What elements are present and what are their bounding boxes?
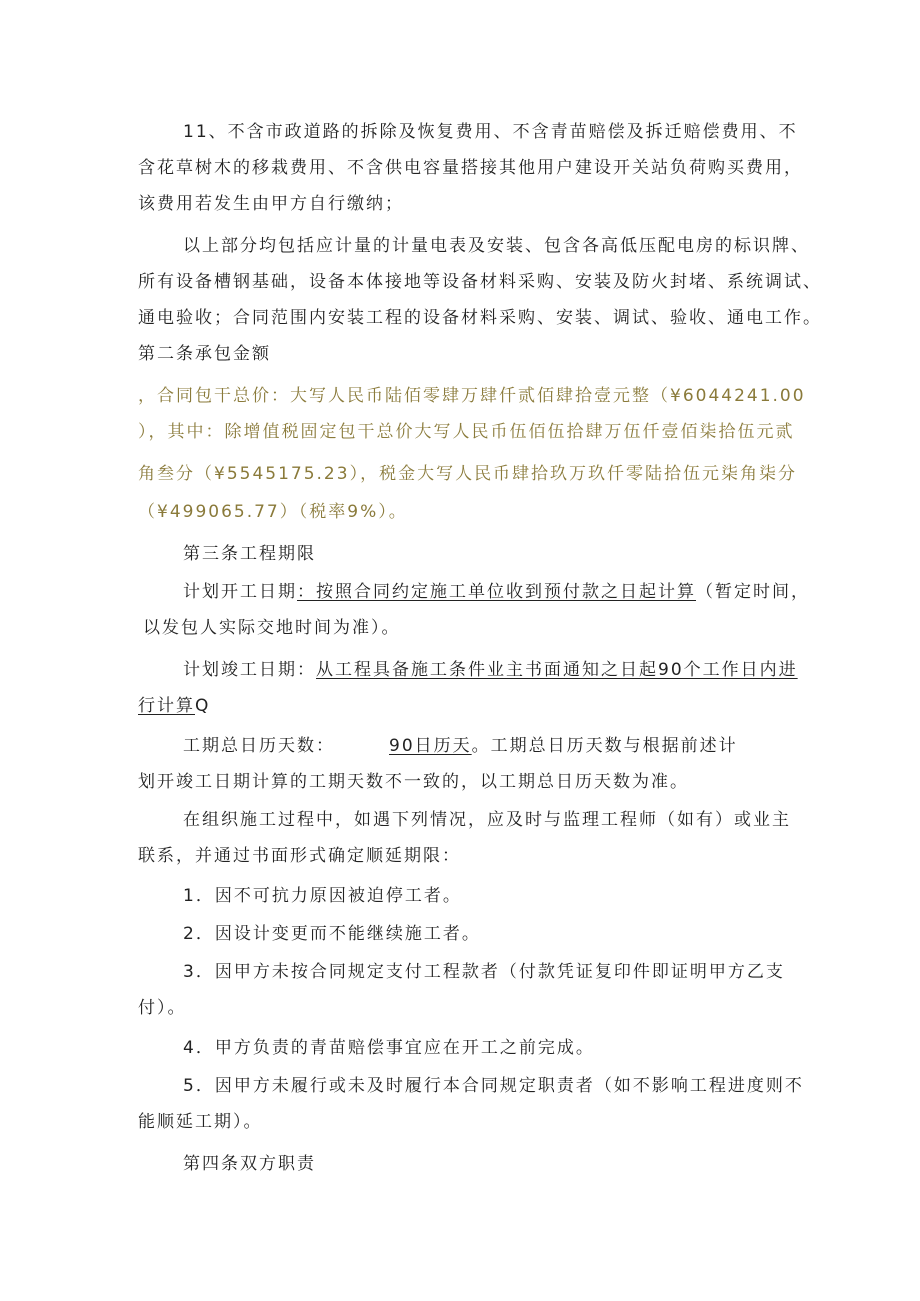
list-item-4: 4．甲方负责的青苗赔偿事宜应在开工之前完成。 [183,1038,595,1058]
scope-line1: 以上部分均包括应计量的计量电表及安装、包含各高低压配电房的标识牌、 [183,236,810,256]
duration-value: 90日历天 [389,736,472,756]
amount-line4: （¥499065.77）（税率9%）。 [138,502,408,522]
amount-line1: ，合同包干总价：大写人民币陆佰零肆万肆仟贰佰肆拾壹元整（¥6044241.00 [138,386,806,406]
finish-date-value-cont: 行计算 [138,696,195,716]
finish-date-line2 [138,694,210,718]
finish-date-label: 计划竣工日期： [183,660,316,680]
list-item-5-line1: 5．因甲方未履行或未及时履行本合同规定职责者（如不影响工程进度则不 [183,1076,804,1096]
amount-line2: ），其中：除增值税固定包干总价大写人民币伍佰伍拾肆万伍仟壹佰柒拾伍元贰 [138,422,795,442]
article-2-title: 第二条承包金额 [138,344,271,364]
finish-date-line1 [183,658,798,682]
finish-date-value: 从工程具备施工条件业主书面通知之日起90个工作日内进 [316,660,798,680]
para-11-line2: 含花草树木的移栽费用、不含供电容量搭接其他用户建设开关站负荷购买费用， [138,158,803,178]
start-date-line2: 以发包人实际交地时间为准）。 [143,618,401,638]
start-date-colon: ： [297,582,316,602]
start-date-line1 [183,580,810,604]
duration-rest: 。工期总日历天数与根据前述计 [471,736,738,756]
list-item-3-line1: 3．因甲方未按合同规定支付工程款者（付款凭证复印件即证明甲方乙支 [183,962,785,982]
extension-intro-line1: 在组织施工过程中，如遇下列情况，应及时与监理工程师（如有）或业主 [183,810,791,830]
extension-intro-line2: 联系，并通过书面形式确定顺延期限： [138,846,461,866]
para-11-line1: 11、不含市政道路的拆除及恢复费用、不含青苗赔偿及拆迁赔偿费用、不 [183,122,798,142]
article-3-title: 第三条工程期限 [183,544,316,564]
scope-line3: 通电验收；合同范围内安装工程的设备材料采购、安装、调试、验收、通电工作。 [138,308,822,328]
article-4-title: 第四条双方职责 [183,1154,316,1174]
duration-line1 [183,734,738,758]
start-date-note: （暂定时间， [696,582,810,602]
scope-line2: 所有设备槽钢基础，设备本体接地等设备材料采购、安装及防火封堵、系统调试、 [138,272,822,292]
list-item-1: 1．因不可抗力原因被迫停工者。 [183,886,462,906]
start-date-label: 计划开工日期 [183,582,297,602]
para-11-line3: 该费用若发生由甲方自行缴纳； [138,194,404,214]
list-item-2: 2．因设计变更而不能继续施工者。 [183,924,481,944]
finish-date-tail: Q [195,696,211,716]
start-date-value: 按照合同约定施工单位收到预付款之日起计算 [316,582,696,602]
list-item-3-line2: 付）。 [138,998,187,1018]
amount-line3: 角叁分（¥5545175.23），税金大写人民币肆拾玖万玖仟零陆拾伍元柒角柒分 [138,464,798,484]
duration-label: 工期总日历天数： [183,736,335,756]
duration-line2: 划开竣工日期计算的工期天数不一致的，以工期总日历天数为准。 [138,772,689,792]
list-item-5-line2: 能顺延工期）。 [138,1112,263,1132]
